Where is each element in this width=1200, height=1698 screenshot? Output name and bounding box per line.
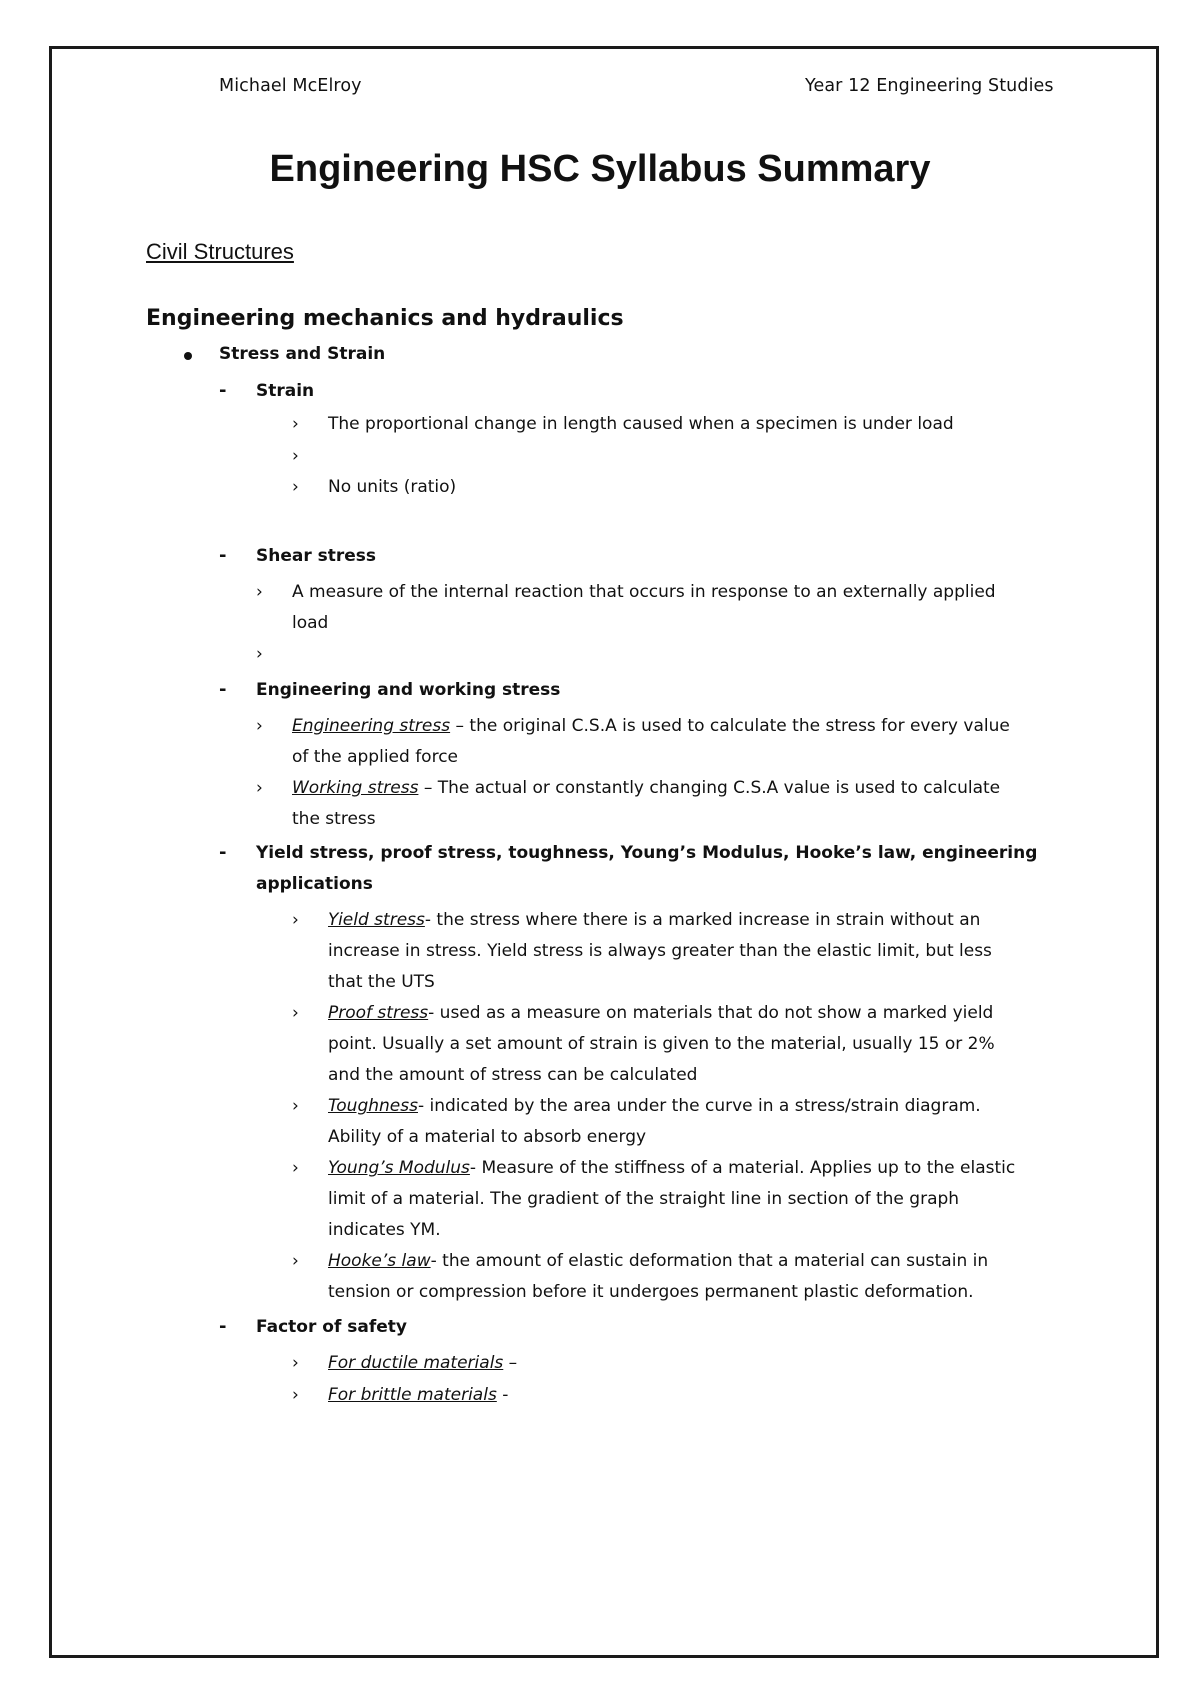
working-stress-text: – The actual or constantly changing C.S.A value is used to calculate <box>418 778 1001 798</box>
chevron-icon: › <box>292 414 299 434</box>
dash-icon: - <box>219 545 227 566</box>
engineering-stress-line: of the applied force <box>292 747 458 767</box>
hookes-law-term: Hooke’s law <box>328 1251 431 1271</box>
youngs-modulus-line: limit of a material. The gradient of the straight line in section of the graph <box>328 1189 960 1209</box>
dash-icon: - <box>219 1316 227 1337</box>
engineering-stress-text: – the original C.S.A is used to calculate the stress for every value <box>450 716 1010 736</box>
shear-definition-line: A measure of the internal reaction that occurs in response to an externally applied <box>292 582 996 602</box>
toughness-term: Toughness <box>328 1096 418 1116</box>
proof-stress-line: point. Usually a set amount of strain is given to the material, usually 15 or 2% <box>328 1034 995 1054</box>
chevron-icon: › <box>292 1003 299 1023</box>
fos-brittle-text: - <box>496 1385 509 1405</box>
youngs-modulus-term: Young’s Modulus <box>328 1158 470 1178</box>
shear-heading: Shear stress <box>256 546 377 566</box>
fos-ductile-term: For ductile materials <box>328 1353 504 1373</box>
working-stress-line: the stress <box>292 809 376 829</box>
engineering-stress-line <box>292 711 1010 742</box>
strain-units: No units (ratio) <box>328 477 457 497</box>
bullet-icon <box>184 352 192 360</box>
yield-stress-line: increase in stress. Yield stress is always greater than the elastic limit, but less <box>328 941 992 961</box>
yield-stress-term: Yield stress <box>328 910 425 930</box>
yield-heading-line: Yield stress, proof stress, toughness, Young’s Modulus, Hooke’s law, engineering <box>256 843 1038 863</box>
dash-icon: - <box>219 842 227 863</box>
toughness-text: - indicated by the area under the curve in a stress/strain diagram. <box>417 1096 981 1116</box>
proof-stress-text: - used as a measure on materials that do not show a marked yield <box>428 1003 994 1023</box>
chevron-icon: › <box>292 446 299 466</box>
toughness-line: Ability of a material to absorb energy <box>328 1127 647 1147</box>
chevron-icon: › <box>292 1096 299 1116</box>
youngs-modulus-line: indicates YM. <box>328 1220 441 1240</box>
chevron-icon: › <box>292 1158 299 1178</box>
header-course: Year 12 Engineering Studies <box>805 76 1054 96</box>
youngs-modulus-text: - Measure of the stiffness of a material. Applies up to the elastic <box>469 1158 1016 1178</box>
youngs-modulus-line <box>328 1153 1015 1184</box>
eng-working-heading: Engineering and working stress <box>256 680 561 700</box>
fos-brittle-term: For brittle materials <box>328 1385 497 1405</box>
strain-heading: Strain <box>256 381 315 401</box>
working-stress-term: Working stress <box>292 778 419 798</box>
chevron-icon: › <box>256 644 263 664</box>
topic-heading: Stress and Strain <box>219 344 386 364</box>
proof-stress-line: and the amount of stress can be calculated <box>328 1065 698 1085</box>
fos-brittle-line <box>328 1380 508 1411</box>
shear-definition-line: load <box>292 613 329 633</box>
section-heading: Civil Structures <box>146 239 294 264</box>
chevron-icon: › <box>256 778 263 798</box>
hookes-law-line <box>328 1246 988 1277</box>
subsection-heading: Engineering mechanics and hydraulics <box>146 306 624 331</box>
page-title: Engineering HSC Syllabus Summary <box>269 148 931 190</box>
yield-stress-line: that the UTS <box>328 972 435 992</box>
engineering-stress-term: Engineering stress <box>292 716 451 736</box>
chevron-icon: › <box>292 477 299 497</box>
yield-stress-line <box>328 905 980 936</box>
yield-heading-line: applications <box>256 874 373 894</box>
fos-heading: Factor of safety <box>256 1317 407 1337</box>
proof-stress-line <box>328 998 993 1029</box>
strain-definition: The proportional change in length caused when a specimen is under load <box>328 414 954 434</box>
hookes-law-text: - the amount of elastic deformation that a material can sustain in <box>430 1251 989 1271</box>
fos-ductile-text: – <box>503 1353 518 1373</box>
working-stress-line <box>292 773 1000 804</box>
hookes-law-line: tension or compression before it undergoes permanent plastic deformation. <box>328 1282 974 1302</box>
chevron-icon: › <box>292 1251 299 1271</box>
fos-ductile-line <box>328 1348 517 1379</box>
chevron-icon: › <box>292 910 299 930</box>
toughness-line <box>328 1091 981 1122</box>
chevron-icon: › <box>292 1385 299 1405</box>
dash-icon: - <box>219 679 227 700</box>
chevron-icon: › <box>292 1353 299 1373</box>
chevron-icon: › <box>256 582 263 602</box>
chevron-icon: › <box>256 716 263 736</box>
header-author: Michael McElroy <box>219 76 362 96</box>
proof-stress-term: Proof stress <box>328 1003 429 1023</box>
dash-icon: - <box>219 380 227 401</box>
yield-stress-text: - the stress where there is a marked increase in strain without an <box>424 910 981 930</box>
